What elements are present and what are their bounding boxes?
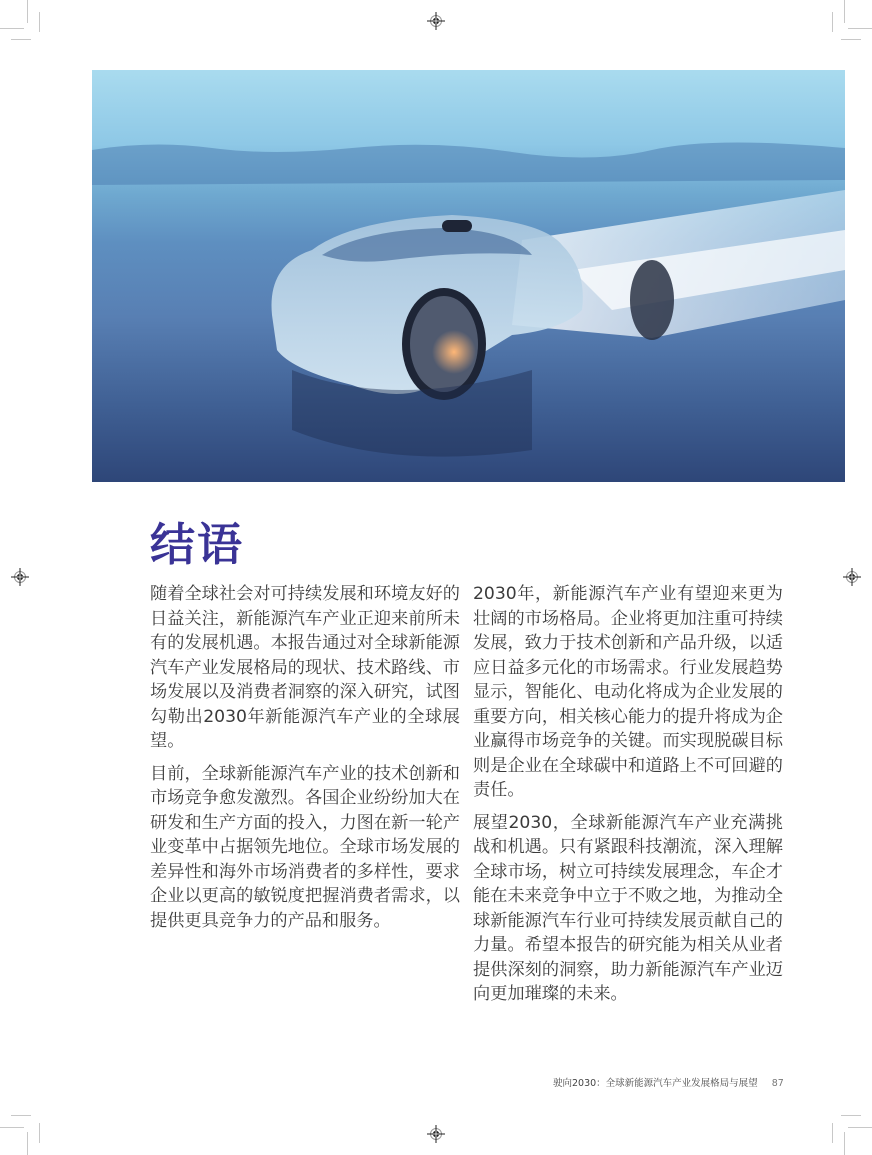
running-title: 驶向2030：全球新能源汽车产业发展格局与展望 [553, 1078, 758, 1089]
crop-mark [844, 1132, 845, 1155]
crop-mark [848, 28, 872, 29]
paragraph: 随着全球社会对可持续发展和环境友好的日益关注，新能源汽车产业正迎来前所未有的发展机遇。本报告通过对全球新能源汽车产业发展格局的现状、技术路线、市场发展以及消费者洞察的深入研究，试图勾勒出2030年新能源汽车产业的全球展望。 [150, 584, 460, 751]
crop-mark [832, 12, 833, 32]
crop-mark [848, 1127, 872, 1128]
hero-car-image [92, 70, 845, 482]
crop-mark [844, 0, 845, 23]
registration-mark-icon [11, 568, 29, 586]
crop-mark [39, 1123, 40, 1143]
crop-mark [841, 39, 861, 40]
paragraph: 展望2030，全球新能源汽车产业充满挑战和机遇。只有紧跟科技潮流，深入理解全球市场，树立可持续发展理念，车企才能在未来竞争中立于不败之地，为推动全球新能源汽车行业可持续发展贡献自己的力量。希望本报告的研究能为相关从业者提供深刻的洞察，助力新能源汽车产业迈向更加璀璨的未来。 [473, 812, 783, 1004]
registration-mark-icon [427, 1125, 445, 1143]
crop-mark [39, 12, 40, 32]
left-text-column [150, 582, 460, 941]
crop-mark [0, 1127, 24, 1128]
page-footer [553, 1075, 784, 1089]
paragraph: 目前，全球新能源汽车产业的技术创新和市场竞争愈发激烈。各国企业纷纷加大在研发和生产方面的投入，力图在新一轮产业变革中占据领先地位。全球市场发展的差异性和海外市场消费者的多样性，要求企业以更高的敏锐度把握消费者需求，以提供更具竞争力的产品和服务。 [150, 763, 460, 931]
paragraph: 2030年，新能源汽车产业有望迎来更为壮阔的市场格局。企业将更加注重可持续发展，致力于技术创新和产品升级，以适应日益多元化的市场需求。行业发展趋势显示，智能化、电动化将成为企业发展的重要方向，相关核心能力的提升将成为企业赢得市场竞争的关键。而实现脱碳目标则是企业在全球碳中和道路上不可回避的责任。 [473, 584, 783, 800]
right-text-column [473, 582, 783, 1015]
crop-mark [11, 1115, 31, 1116]
car-illustration-icon [92, 70, 845, 482]
page-title: 结语 [150, 518, 245, 571]
crop-mark [832, 1123, 833, 1143]
crop-mark [841, 1115, 861, 1116]
registration-mark-icon [843, 568, 861, 586]
crop-mark [27, 0, 28, 23]
crop-mark [11, 39, 31, 40]
crop-mark [27, 1132, 28, 1155]
page-number: 87 [771, 1078, 784, 1089]
crop-mark [0, 28, 24, 29]
registration-mark-icon [427, 12, 445, 30]
